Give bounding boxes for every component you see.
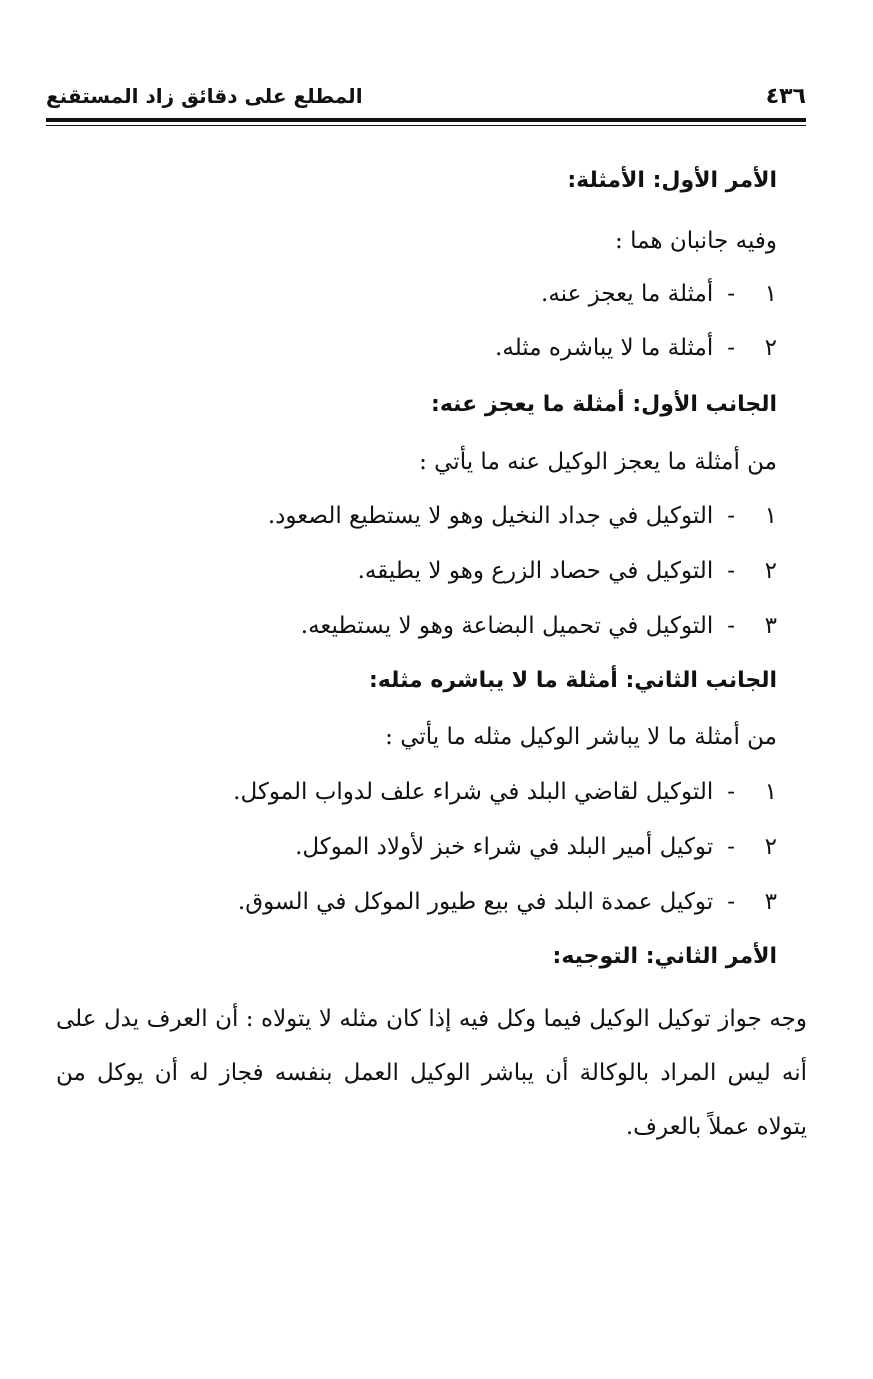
list-text: أمثلة ما يعجز عنه. — [541, 281, 714, 307]
list-number: ١ — [764, 503, 777, 529]
header-rule-thick — [46, 118, 806, 122]
list-item — [495, 333, 777, 363]
list-item — [358, 556, 777, 586]
list-item — [295, 832, 777, 862]
dash: - — [727, 281, 735, 307]
justification-paragraph: وجه جواز توكيل الوكيل فيما وكل فيه إذا كان مثله لا يتولاه : أن العرف يدل على أنه ليس المراد بالوكالة أن يباشر الوكيل العمل بنفسه فجاز له أن يوكل من يتولاه عملاً بالعرف. — [56, 1006, 807, 1140]
list-number: ٣ — [764, 889, 777, 915]
list-number: ١ — [764, 281, 777, 307]
list-number: ٢ — [764, 834, 777, 860]
dash: - — [727, 558, 735, 584]
subsection-heading-unable: الجانب الأول: أمثلة ما يعجز عنه: — [431, 392, 777, 417]
list-text: التوكيل لقاضي البلد في شراء علف لدواب الموكل. — [233, 779, 714, 805]
list-item — [541, 279, 777, 309]
list-text: توكيل عمدة البلد في بيع طيور الموكل في السوق. — [237, 889, 714, 915]
list-number: ٣ — [764, 613, 777, 639]
list-item — [268, 501, 777, 531]
section-heading-examples: الأمر الأول: الأمثلة: — [567, 168, 777, 193]
dash: - — [727, 889, 735, 915]
intro-text: من أمثلة ما يعجز الوكيل عنه ما يأتي : — [419, 449, 777, 475]
dash: - — [727, 613, 735, 639]
list-text: أمثلة ما لا يباشره مثله. — [495, 335, 714, 361]
book-title: المطلع على دقائق زاد المستقنع — [46, 84, 363, 108]
list-text: التوكيل في جداد النخيل وهو لا يستطيع الصعود. — [267, 503, 714, 529]
list-number: ١ — [764, 779, 777, 805]
list-number: ٢ — [764, 335, 777, 361]
page-header — [46, 80, 806, 116]
subsection-heading-not-direct: الجانب الثاني: أمثلة ما لا يباشره مثله: — [368, 668, 777, 693]
list-number: ٢ — [764, 558, 777, 584]
list-text: توكيل أمير البلد في شراء خبز لأولاد الموكل. — [295, 834, 714, 860]
header-rule-thin — [46, 125, 806, 126]
dash: - — [727, 335, 735, 361]
list-item — [238, 887, 777, 917]
list-text: التوكيل في تحميل البضاعة وهو لا يستطيعه. — [300, 613, 714, 639]
dash: - — [727, 503, 735, 529]
dash: - — [727, 779, 735, 805]
section-heading-justification: الأمر الثاني: التوجيه: — [552, 944, 777, 969]
intro-text: من أمثلة ما لا يباشر الوكيل مثله ما يأتي : — [385, 724, 777, 750]
list-item — [301, 611, 777, 641]
dash: - — [727, 834, 735, 860]
list-text: التوكيل في حصاد الزرع وهو لا يطيقه. — [357, 558, 714, 584]
list-item — [233, 777, 777, 807]
page-number: ٤٣٦ — [765, 84, 806, 109]
intro-text: وفيه جانبان هما : — [615, 228, 777, 254]
